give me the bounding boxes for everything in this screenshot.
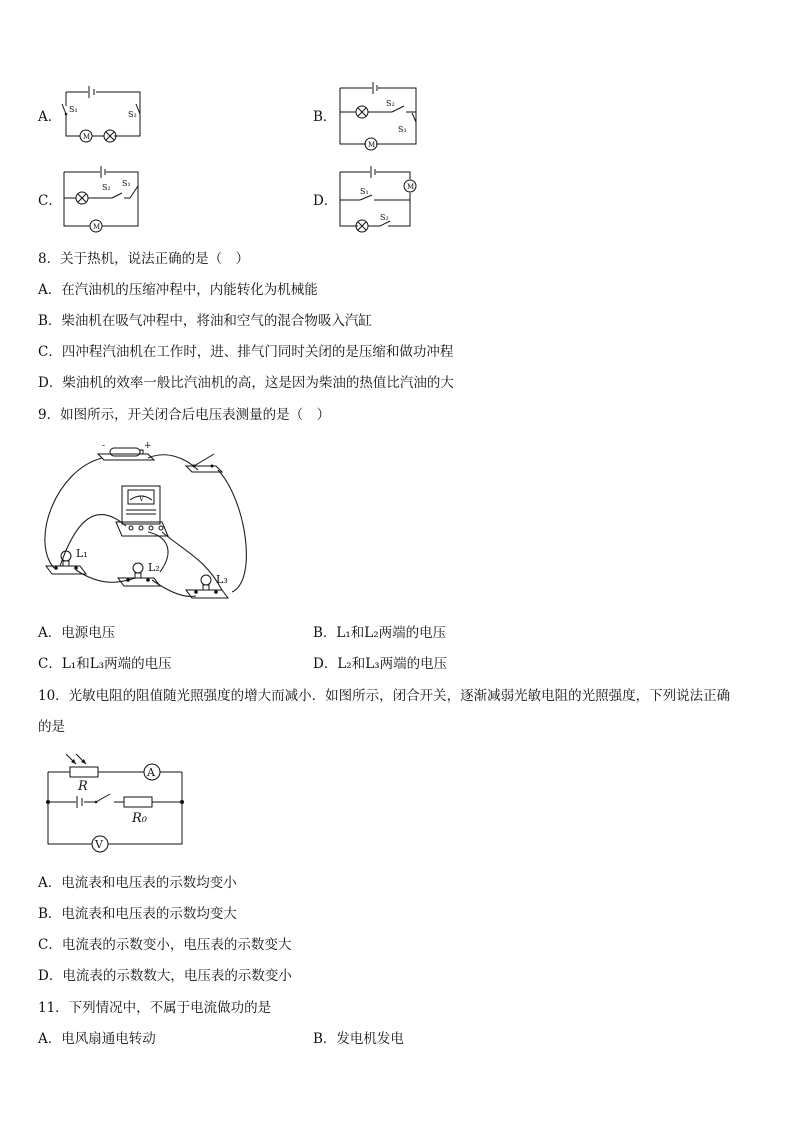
voltmeter-label: V	[95, 838, 103, 851]
lamp-l3-icon	[186, 573, 228, 598]
s1-label: S₁	[69, 105, 78, 114]
q7-option-a-circuit[interactable]	[60, 84, 150, 154]
switch-icon	[96, 794, 110, 802]
q11-stem: 11．下列情况中，不属于电流做功的是	[38, 1000, 272, 1016]
q9-option-a[interactable]: A．电源电压	[38, 625, 116, 641]
resistor-r0-label: R₀	[132, 811, 147, 826]
resistor-r0-icon	[124, 797, 152, 807]
q10-option-d[interactable]: D．电流表的示数数大，电压表的示数变小	[38, 968, 292, 984]
q9-option-b[interactable]: B．L₁和L₂两端的电压	[313, 625, 447, 641]
q9-option-d[interactable]: D．L₂和L₃两端的电压	[313, 656, 448, 672]
q8-option-d[interactable]: D．柴油机的效率一般比汽油机的高，这是因为柴油的热值比汽油的大	[38, 375, 454, 391]
q7-option-b-circuit[interactable]	[336, 82, 436, 154]
q10-option-b[interactable]: B．电流表和电压表的示数均变大	[38, 906, 237, 922]
q8-stem: 8．关于热机，说法正确的是（ ）	[38, 251, 250, 267]
q9-circuit-figure	[36, 440, 258, 610]
q10-stem-line1: 10．光敏电阻的阻值随光照强度的增大而减小．如图所示，闭合开关，逐渐减弱光敏电阻的光照强度，下列说法正确	[38, 688, 731, 704]
battery-minus: -	[102, 441, 106, 451]
q7-option-b-letter[interactable]: B．	[313, 109, 337, 125]
q8-option-c[interactable]: C．四冲程汽油机在工作时，进、排气门同时关闭的是压缩和做功冲程	[38, 344, 454, 360]
motor-label: M	[93, 223, 101, 231]
q10-option-c[interactable]: C．电流表的示数变小，电压表的示数变大	[38, 937, 292, 953]
battery-plus: +	[144, 441, 152, 451]
photoresistor-icon	[70, 767, 98, 777]
s2-label: S₂	[380, 213, 389, 222]
voltmeter-label: V	[139, 495, 145, 503]
s2-label: S₂	[128, 110, 137, 119]
motor-label: M	[83, 133, 91, 141]
q8-option-b[interactable]: B．柴油机在吸气冲程中，将油和空气的混合物吸入汽缸	[38, 313, 372, 329]
s1-label: S₁	[398, 125, 407, 134]
lamp-l2-icon	[118, 561, 160, 586]
q10-stem-line2: 的是	[38, 719, 65, 735]
lamp-l2-label: L₂	[148, 561, 160, 574]
switch-icon	[186, 454, 222, 472]
q11-option-a[interactable]: A．电风扇通电转动	[38, 1031, 156, 1047]
lamp-l3-label: L₃	[216, 573, 228, 586]
q7-option-c-letter[interactable]: C．	[38, 193, 62, 209]
s1-label: S₁	[360, 187, 369, 196]
lamp-l1-label: L₁	[76, 547, 88, 560]
s2-label: S₂	[102, 183, 111, 192]
q11-option-b[interactable]: B．发电机发电	[313, 1031, 404, 1047]
q9-option-c[interactable]: C．L₁和L₃两端的电压	[38, 656, 172, 672]
lamp-l1-icon	[46, 547, 88, 574]
motor-label: M	[407, 183, 415, 191]
q9-stem: 9．如图所示，开关闭合后电压表测量的是（ ）	[38, 407, 331, 423]
battery-icon	[98, 441, 154, 460]
s2-label: S₂	[386, 99, 395, 108]
resistor-r-label: R	[78, 779, 88, 794]
q10-option-a[interactable]: A．电流表和电压表的示数均变小	[38, 875, 237, 891]
q7-option-a-letter[interactable]: A．	[38, 109, 62, 125]
motor-label: M	[368, 141, 376, 149]
ammeter-label: A	[147, 766, 155, 779]
q7-option-d-circuit[interactable]	[336, 164, 436, 240]
q7-option-c-circuit[interactable]	[60, 164, 160, 240]
q8-option-a[interactable]: A．在汽油机的压缩冲程中，内能转化为机械能	[38, 282, 318, 298]
s1-label: S₁	[122, 179, 131, 188]
q7-option-d-letter[interactable]: D．	[313, 193, 338, 209]
voltmeter-icon	[116, 486, 168, 536]
q10-circuit-figure	[40, 750, 190, 862]
